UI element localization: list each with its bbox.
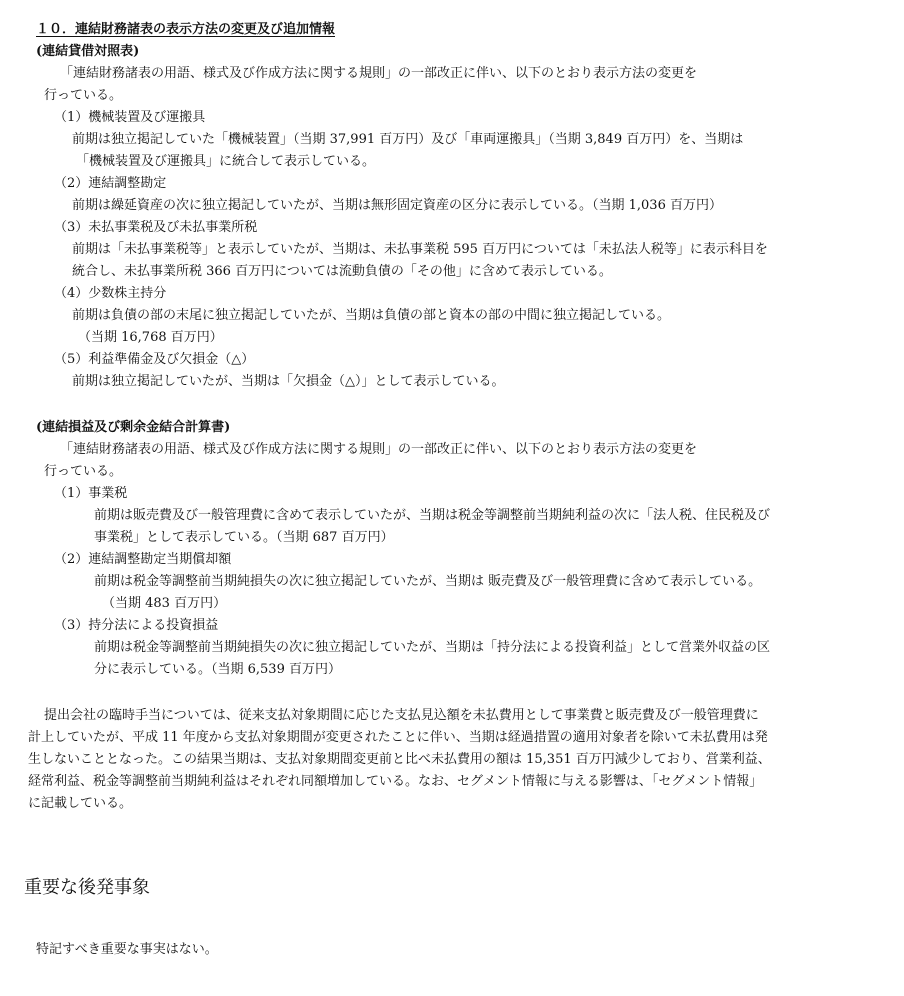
paragraph-line-1: 提出会社の臨時手当については、従来支払対象期間に応じた支払見込額を未払費用として事業費と販売費及び一般管理費に — [44, 708, 759, 723]
bs-title: (連結貸借対照表) — [36, 44, 140, 59]
paragraph-line-4: 経常利益、税金等調整前当期純利益はそれぞれ同額増加している。なお、セグメント情報に与える影響は、「セグメント情報」 — [28, 774, 763, 789]
bs-item-1-label: （1）機械装置及び運搬具 — [54, 110, 206, 125]
pl-item-2-line-2: （当期 483 百万円） — [102, 596, 227, 611]
pl-intro-line-2: 行っている。 — [44, 464, 123, 479]
pl-item-2-label: （2）連結調整勘定当期償却額 — [54, 552, 232, 567]
bs-item-2-label: （2）連結調整勘定 — [54, 176, 167, 191]
bs-item-1-line-2: 「機械装置及び運搬具」に統合して表示している。 — [76, 154, 376, 169]
bs-item-3-line-1: 前期は「未払事業税等」と表示していたが、当期は、未払事業税 595 百万円については「未払法人税等」に表示科目を — [72, 242, 768, 257]
section-heading: １０．連結財務諸表の表示方法の変更及び追加情報 — [36, 22, 336, 37]
bs-item-3-line-2: 統合し、未払事業所税 366 百万円については流動負債の「その他」に含めて表示している。 — [72, 264, 612, 279]
pl-title: (連結損益及び剰余金結合計算書) — [36, 420, 231, 435]
bs-item-5-line-1: 前期は独立掲記していたが、当期は「欠損金（△）」として表示している。 — [72, 374, 505, 389]
pl-item-3-line-1: 前期は税金等調整前当期純損失の次に独立掲記していたが、当期は「持分法による投資利益」として営業外収益の区 — [94, 640, 771, 655]
pl-item-1-line-1: 前期は販売費及び一般管理費に含めて表示していたが、当期は税金等調整前当期純利益の次に「法人税、住民税及び — [94, 508, 771, 523]
pl-intro-line-1: 「連結財務諸表の用語、様式及び作成方法に関する規則」の一部改正に伴い、以下のとおり表示方法の変更を — [60, 442, 698, 457]
paragraph-line-5: に記載している。 — [28, 796, 133, 811]
bs-item-4-line-2: （当期 16,768 百万円） — [78, 330, 223, 345]
bs-item-4-label: （4）少数株主持分 — [54, 286, 167, 301]
paragraph-line-2: 計上していたが、平成 11 年度から支払対象期間が変更されたことに伴い、当期は経過措置の適用対象者を除いて未払費用は発 — [28, 730, 768, 745]
bs-item-4-line-1: 前期は負債の部の末尾に独立掲記していたが、当期は負債の部と資本の部の中間に独立掲記している。 — [72, 308, 671, 323]
bs-item-5-label: （5）利益準備金及び欠損金（△） — [54, 352, 255, 367]
pl-item-1-label: （1）事業税 — [54, 486, 128, 501]
bs-item-2-line-1: 前期は繰延資産の次に独立掲記していたが、当期は無形固定資産の区分に表示している。（当期 1,036 百万円） — [72, 198, 722, 213]
pl-item-3-line-2: 分に表示している。（当期 6,539 百万円） — [94, 662, 341, 677]
pl-item-3-label: （3）持分法による投資損益 — [54, 618, 219, 633]
pl-item-2-line-1: 前期は税金等調整前当期純損失の次に独立掲記していたが、当期は 販売費及び一般管理費に含めて表示している。 — [94, 574, 762, 589]
paragraph-line-3: 生しないこととなった。この結果当期は、支払対象期間変更前と比べ未払費用の額は 15,351 百万円減少しており、営業利益、 — [28, 752, 771, 767]
subsequent-events-text: 特記すべき重要な事実はない。 — [36, 942, 218, 957]
bs-intro-line-2: 行っている。 — [44, 88, 123, 103]
bs-intro-line-1: 「連結財務諸表の用語、様式及び作成方法に関する規則」の一部改正に伴い、以下のとおり表示方法の変更を — [60, 66, 698, 81]
subsequent-events-title: 重要な後発事象 — [24, 877, 150, 898]
pl-item-1-line-2: 事業税」として表示している。（当期 687 百万円） — [94, 530, 394, 545]
bs-item-1-line-1: 前期は独立掲記していた「機械装置」（当期 37,991 百万円）及び「車両運搬具」（当期 3,849 百万円）を、当期は — [72, 132, 744, 147]
bs-item-3-label: （3）未払事業税及び未払事業所税 — [54, 220, 258, 235]
